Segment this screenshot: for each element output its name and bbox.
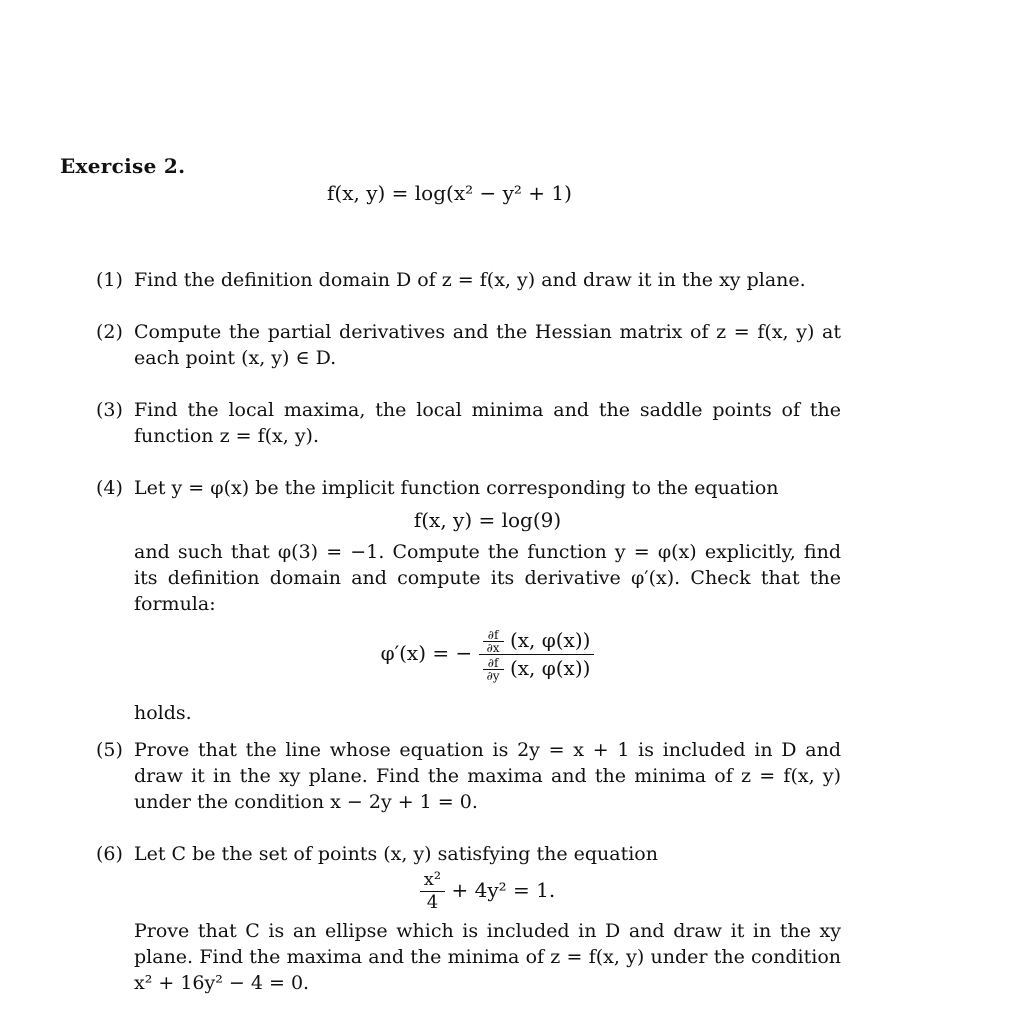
list-item-5 — [96, 737, 841, 815]
list-item-3 — [96, 397, 841, 449]
item-text: Find the local maxima, the local minima and the saddle points of the function z = f(x, y). — [134, 399, 841, 447]
dx-denominator: ∂x — [486, 641, 500, 655]
list-item-4 — [96, 475, 841, 726]
df-numerator: ∂f — [483, 629, 504, 642]
item-number: (3) — [96, 399, 123, 421]
formula-fraction — [479, 627, 595, 682]
formula-num-args: (x, φ(x)) — [509, 628, 591, 652]
formula-lhs: φ′(x) = − — [380, 641, 473, 665]
eq-frac-denominator: 4 — [426, 892, 439, 913]
item-number: (2) — [96, 321, 123, 343]
ellipse-equation — [134, 869, 841, 914]
item-text-body: and such that φ(3) = −1. Compute the function y = φ(x) explicitly, find its definition domain and compute its derivative φ′(x). Check that the formula: — [134, 541, 841, 615]
derivative-formula — [134, 627, 841, 682]
main-equation: f(x, y) = log(x² − y² + 1) — [327, 181, 572, 205]
list-item-6 — [96, 841, 841, 996]
list-item-2 — [96, 319, 841, 371]
eq-rest: + 4y² = 1. — [451, 878, 556, 902]
list-item-1 — [96, 267, 841, 293]
item-text: Prove that the line whose equation is 2y = x + 1 is included in D and draw it in the xy plane. Find the maxima and the minima of z = f(x, y) under the condition x − 2y + 1 = 0. — [134, 739, 841, 813]
df-numerator: ∂f — [483, 657, 504, 670]
item-text: Find the definition domain D of z = f(x, y) and draw it in the xy plane. — [134, 269, 806, 291]
implicit-equation: f(x, y) = log(9) — [413, 508, 562, 532]
item-text-intro: Let y = φ(x) be the implicit function corresponding to the equation — [134, 477, 779, 499]
exercise-title: Exercise 2. — [60, 154, 186, 178]
eq-frac-numerator: x² — [420, 869, 445, 892]
dy-denominator: ∂y — [486, 669, 500, 683]
item-text: Compute the partial derivatives and the Hessian matrix of z = f(x, y) at each point (x, y) ∈ D. — [134, 321, 841, 369]
item-number: (1) — [96, 269, 123, 291]
item-text-body: Prove that C is an ellipse which is included in D and draw it in the xy plane. Find the maxima and the minima of z = f(x, y) under the condition x² + 16y² − 4 = 0. — [134, 920, 841, 994]
item-text-intro: Let C be the set of points (x, y) satisfying the equation — [134, 843, 658, 865]
item-number: (6) — [96, 843, 123, 865]
item-number: (4) — [96, 477, 123, 499]
item-number: (5) — [96, 739, 123, 761]
item-text-end: holds. — [134, 702, 192, 724]
formula-den-args: (x, φ(x)) — [509, 656, 591, 680]
